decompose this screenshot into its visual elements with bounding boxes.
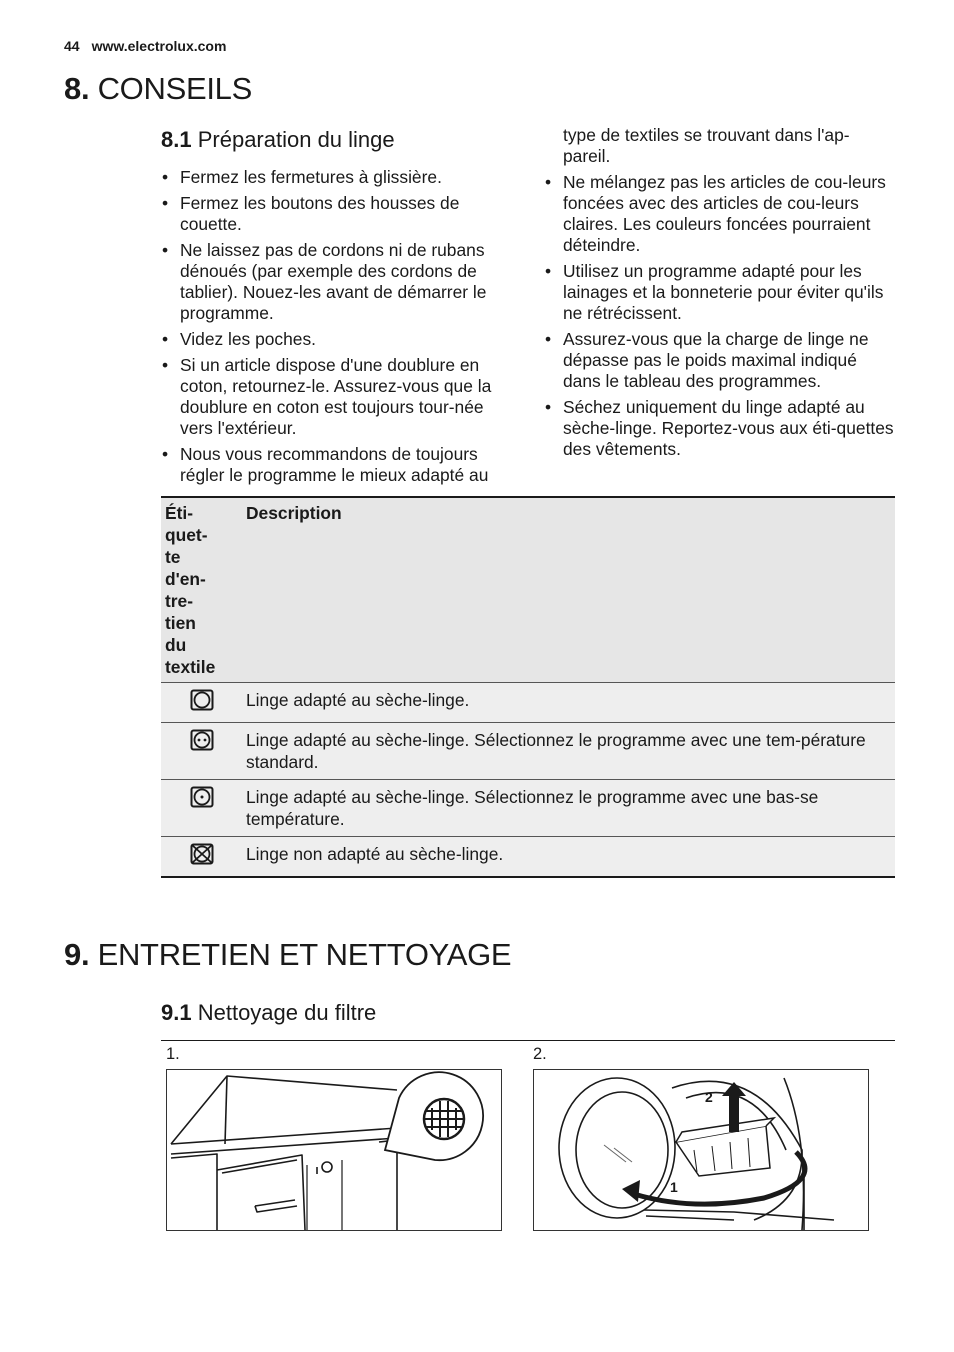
table-row — [161, 837, 895, 878]
do-not-tumble-dry-icon — [161, 837, 242, 878]
col-header-label: Éti- quet- te d'en- tre- tien du textile — [161, 497, 242, 683]
subsection-number: 9.1 — [161, 1000, 192, 1025]
tumble-dry-icon — [161, 683, 242, 723]
tumble-dry-low-temp-icon — [161, 780, 242, 837]
list-item: • Utilisez un programme adapté pour les lainages et la bonneterie pour éviter qu'ils ne rétrécissent. — [544, 261, 896, 324]
list-item: • Ne mélangez pas les articles de cou-leurs foncées avec des articles de cou-leurs claires. Les couleurs foncées pourraient déteindre. — [544, 172, 896, 256]
subsection-number: 8.1 — [161, 127, 192, 152]
figure-2-filter-illustration — [533, 1069, 869, 1231]
list-item: • Fermez les boutons des housses de couette. — [161, 193, 516, 235]
section-9-heading — [64, 937, 511, 973]
page-header — [64, 38, 226, 54]
website-link[interactable]: www.electrolux.com — [91, 38, 227, 54]
right-column — [544, 125, 896, 465]
row-description: Linge adapté au sèche-linge. Sélectionnez le programme avec une bas-se température. — [242, 780, 895, 837]
figure-1-label: 1. — [166, 1045, 180, 1063]
list-item: • Séchez uniquement du linge adapté au sèche-linge. Reportez-vous aux éti-quettes des vêtements. — [544, 397, 896, 460]
section-title: CONSEILS — [97, 71, 252, 106]
row-description: Linge adapté au sèche-linge. Sélectionnez le programme avec une tem-pérature standard. — [242, 723, 895, 780]
list-item: • Videz les poches. — [161, 329, 516, 350]
figure-2-label: 2. — [533, 1045, 547, 1063]
table-row — [161, 780, 895, 837]
subsection-8-1-heading — [161, 126, 395, 154]
row-description: Linge non adapté au sèche-linge. — [242, 837, 895, 878]
bullet-list-right — [544, 172, 896, 460]
section-number: 9. — [64, 937, 90, 972]
list-item: • Si un article dispose d'une doublure en coton, retournez-le. Assurez-vous que la doublure en coton est toujours tour-née vers l'extérieur. — [161, 355, 516, 439]
page-number: 44 — [64, 38, 80, 54]
care-label-table — [161, 496, 895, 878]
row-description: Linge adapté au sèche-linge. — [242, 683, 895, 723]
tumble-dry-normal-temp-icon — [161, 723, 242, 780]
figure-divider — [161, 1040, 895, 1041]
bullet-list-left — [161, 167, 516, 491]
table-row — [161, 683, 895, 723]
continuation-text: type de textiles se trouvant dans l'ap-pareil. — [563, 125, 850, 166]
callout-2: 2 — [705, 1089, 713, 1105]
subsection-title: Préparation du linge — [197, 127, 395, 152]
callout-1: 1 — [670, 1179, 678, 1195]
col-header-description: Description — [242, 497, 895, 683]
subsection-9-1-heading — [161, 999, 376, 1027]
section-title: ENTRETIEN ET NETTOYAGE — [97, 937, 512, 972]
list-item: • Fermez les fermetures à glissière. — [161, 167, 516, 188]
list-item: • Nous vous recommandons de toujours régler le programme le mieux adapté au — [161, 444, 516, 486]
list-item: • Assurez-vous que la charge de linge ne dépasse pas le poids maximal indiqué dans le tableau des programmes. — [544, 329, 896, 392]
table-row — [161, 723, 895, 780]
section-8-heading — [64, 71, 252, 107]
subsection-title: Nettoyage du filtre — [197, 1000, 377, 1025]
figure-1-dryer-illustration — [166, 1069, 502, 1231]
section-number: 8. — [64, 71, 90, 106]
list-item: • Ne laissez pas de cordons ni de rubans dénoués (par exemple des cordons de tablier). Nouez-les avant de démarrer le programme. — [161, 240, 516, 324]
table-header-row — [161, 497, 895, 683]
